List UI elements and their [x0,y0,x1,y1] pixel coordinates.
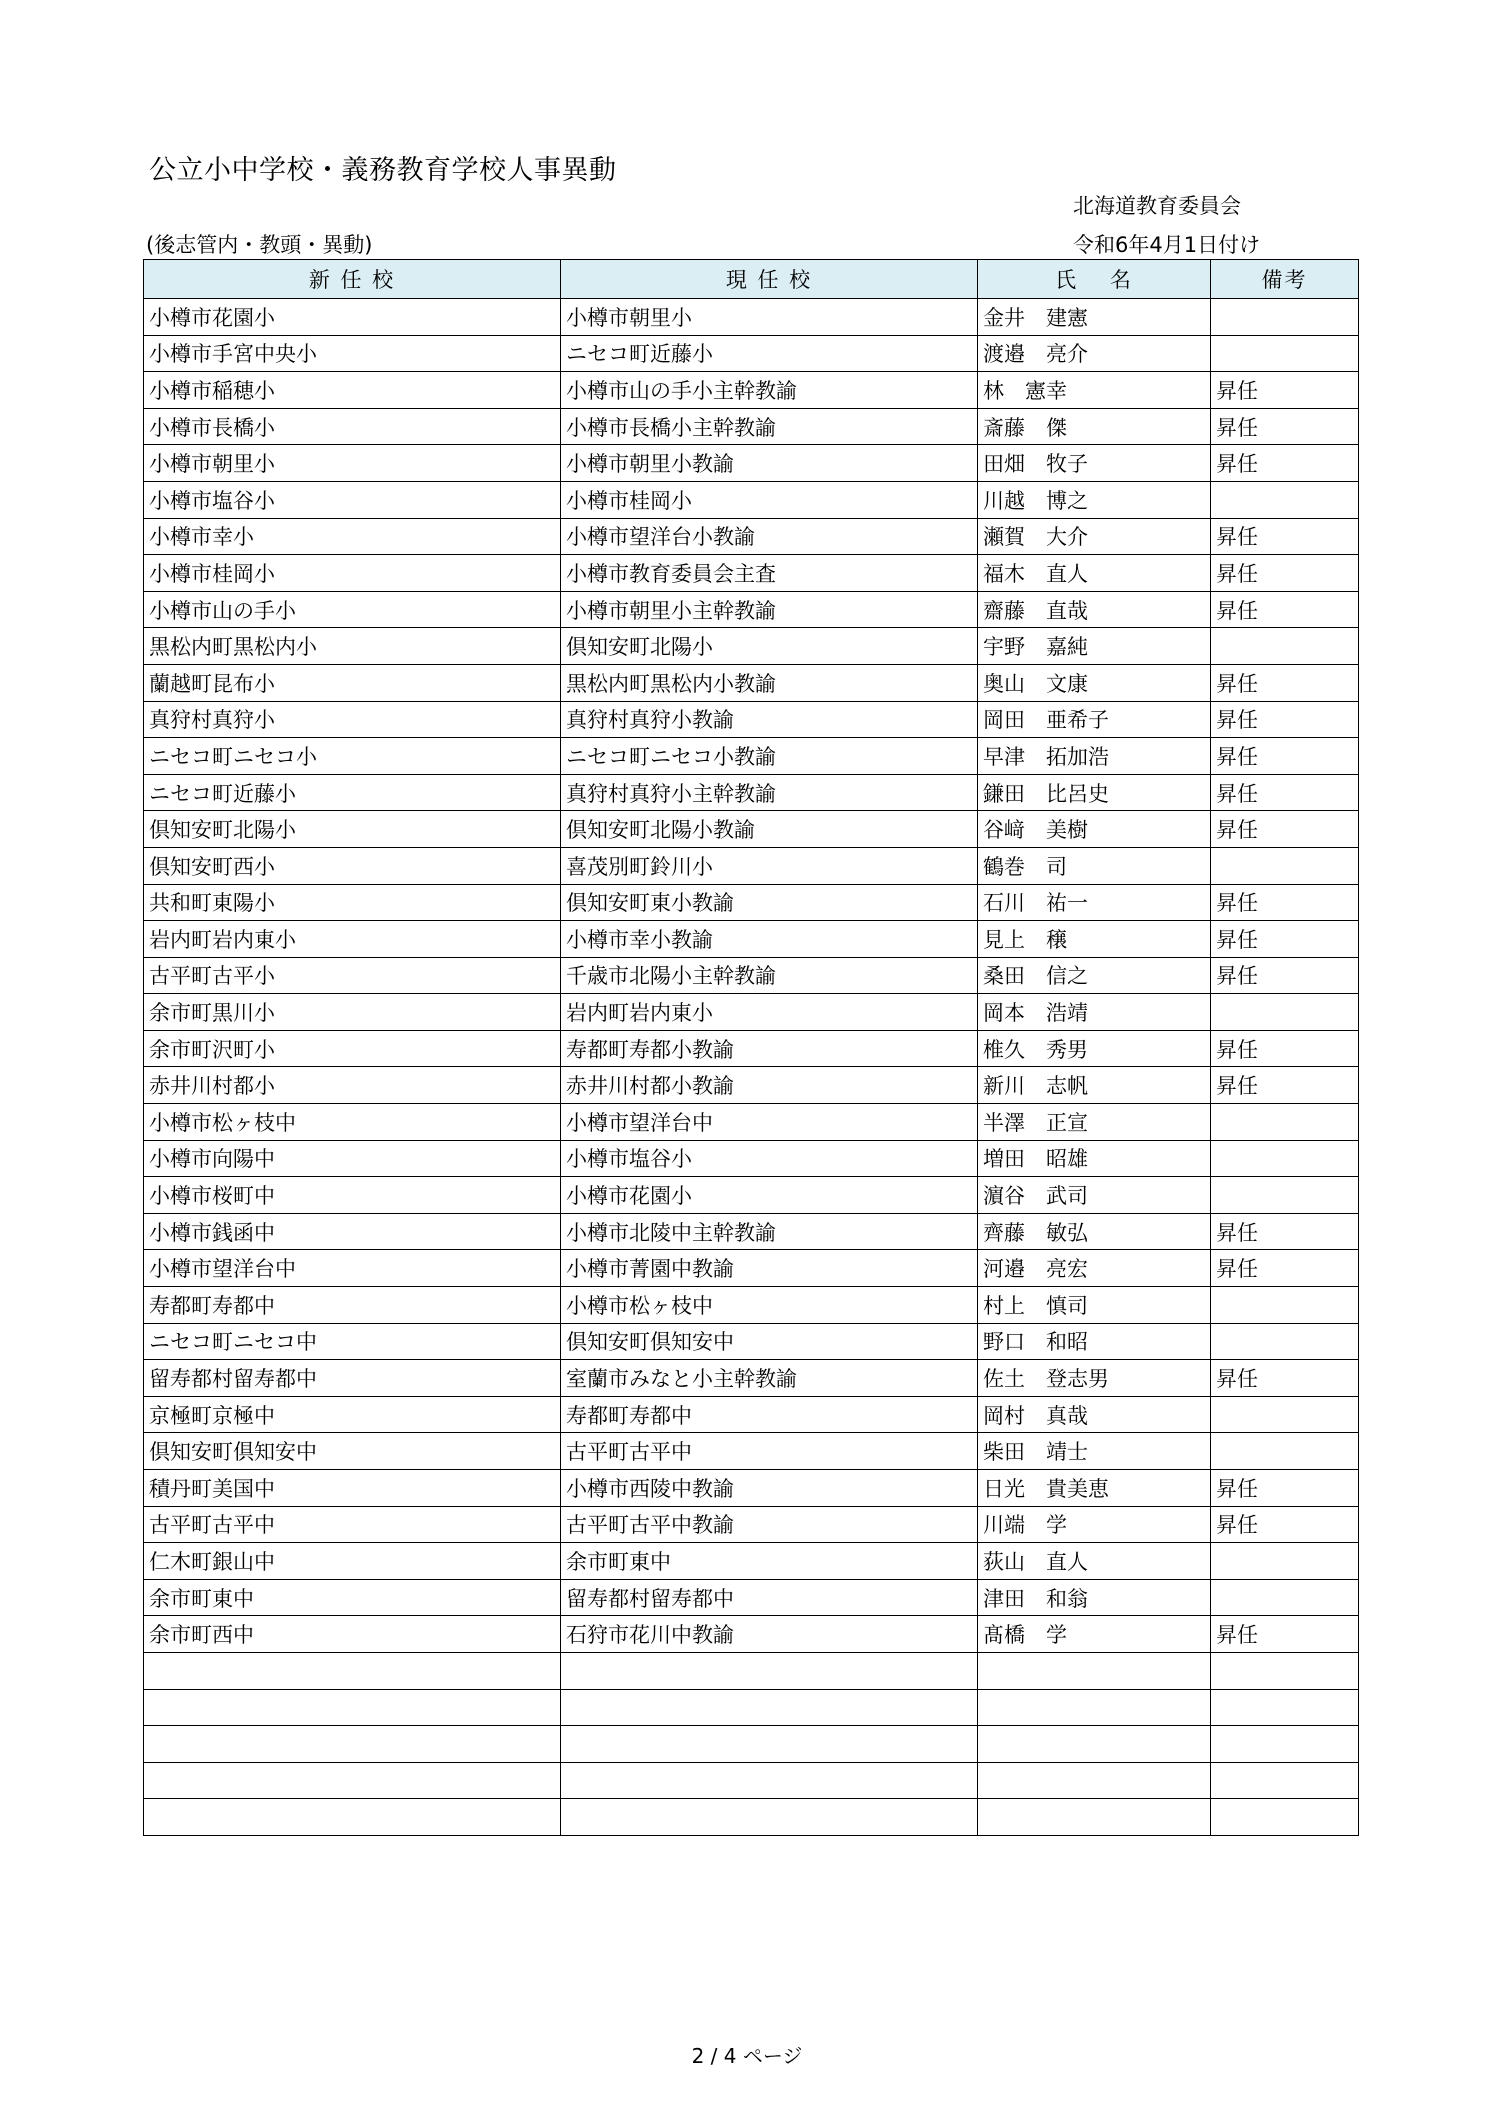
name-cell: 早津 拓加浩 [978,738,1211,775]
remarks-cell: 昇任 [1211,1250,1359,1287]
table-row [144,1652,1359,1689]
new-school-cell [144,1799,561,1836]
table-row [144,591,1359,628]
table-row [144,921,1359,958]
current-school-cell [561,1726,978,1763]
current-school-cell: 小樽市西陵中教諭 [561,1470,978,1507]
name-cell: 鎌田 比呂史 [978,774,1211,811]
remarks-cell: 昇任 [1211,445,1359,482]
new-school-cell: 小樽市銭函中 [144,1213,561,1250]
new-school-cell: ニセコ町ニセコ小 [144,738,561,775]
remarks-cell: 昇任 [1211,701,1359,738]
new-school-cell: 仁木町銀山中 [144,1543,561,1580]
header-new-school: 新 任 校 [144,260,561,299]
table-row [144,738,1359,775]
header-remarks: 備考 [1211,260,1359,299]
remarks-cell [1211,1104,1359,1141]
new-school-cell: 小樽市向陽中 [144,1140,561,1177]
table-row [144,664,1359,701]
name-cell: 椎久 秀男 [978,1030,1211,1067]
current-school-cell: 真狩村真狩小教諭 [561,701,978,738]
name-cell: 日光 貴美恵 [978,1470,1211,1507]
current-school-cell: 小樽市幸小教諭 [561,921,978,958]
remarks-cell: 昇任 [1211,1616,1359,1653]
personnel-table [143,259,1359,1836]
name-cell [978,1799,1211,1836]
remarks-cell: 昇任 [1211,591,1359,628]
name-cell: 半澤 正宣 [978,1104,1211,1141]
name-cell: 岡村 真哉 [978,1396,1211,1433]
current-school-cell: 小樽市塩谷小 [561,1140,978,1177]
remarks-cell: 昇任 [1211,1067,1359,1104]
table-row [144,994,1359,1031]
current-school-cell: 倶知安町北陽小 [561,628,978,665]
new-school-cell: 留寿都村留寿都中 [144,1360,561,1397]
new-school-cell: 倶知安町西小 [144,847,561,884]
name-cell: 齋藤 直哉 [978,591,1211,628]
new-school-cell: 余市町東中 [144,1579,561,1616]
effective-date: 令和6年4月1日付け [1073,233,1261,257]
remarks-cell [1211,994,1359,1031]
current-school-cell: 小樽市北陵中主幹教諭 [561,1213,978,1250]
new-school-cell: 小樽市手宮中央小 [144,335,561,372]
name-cell: 岡田 亜希子 [978,701,1211,738]
table-row [144,1360,1359,1397]
remarks-cell: 昇任 [1211,664,1359,701]
name-cell: 津田 和翁 [978,1579,1211,1616]
name-cell: 見上 穣 [978,921,1211,958]
remarks-cell: 昇任 [1211,957,1359,994]
table-row [144,372,1359,409]
table-row [144,1250,1359,1287]
table-row [144,1104,1359,1141]
table-row [144,1689,1359,1726]
name-cell: 荻山 直人 [978,1543,1211,1580]
new-school-cell: 京極町京極中 [144,1396,561,1433]
current-school-cell: 小樽市教育委員会主査 [561,555,978,592]
new-school-cell: 小樽市山の手小 [144,591,561,628]
current-school-cell: ニセコ町近藤小 [561,335,978,372]
current-school-cell: 黒松内町黒松内小教諭 [561,664,978,701]
table-row [144,1287,1359,1324]
table-row [144,1616,1359,1653]
table-row [144,1323,1359,1360]
new-school-cell: 小樽市塩谷小 [144,481,561,518]
remarks-cell [1211,1652,1359,1689]
remarks-cell [1211,1762,1359,1799]
current-school-cell: 小樽市朝里小教諭 [561,445,978,482]
new-school-cell: 余市町西中 [144,1616,561,1653]
current-school-cell: 小樽市長橋小主幹教諭 [561,408,978,445]
current-school-cell: 石狩市花川中教諭 [561,1616,978,1653]
remarks-cell [1211,335,1359,372]
issuer: 北海道教育委員会 [1073,194,1241,218]
table-row [144,957,1359,994]
remarks-cell: 昇任 [1211,555,1359,592]
name-cell: 渡邉 亮介 [978,335,1211,372]
remarks-cell: 昇任 [1211,1506,1359,1543]
new-school-cell: 余市町黒川小 [144,994,561,1031]
name-cell: 濵谷 武司 [978,1177,1211,1214]
current-school-cell: ニセコ町ニセコ小教諭 [561,738,978,775]
current-school-cell: 室蘭市みなと小主幹教諭 [561,1360,978,1397]
remarks-cell [1211,1140,1359,1177]
table-header-row [144,260,1359,299]
name-cell: 宇野 嘉純 [978,628,1211,665]
name-cell [978,1652,1211,1689]
new-school-cell: 積丹町美国中 [144,1470,561,1507]
new-school-cell: 小樽市桂岡小 [144,555,561,592]
current-school-cell: 小樽市菁園中教諭 [561,1250,978,1287]
remarks-cell [1211,1689,1359,1726]
remarks-cell: 昇任 [1211,921,1359,958]
new-school-cell: 小樽市桜町中 [144,1177,561,1214]
table-row [144,1396,1359,1433]
name-cell: 増田 昭雄 [978,1140,1211,1177]
table-row [144,518,1359,555]
new-school-cell [144,1726,561,1763]
new-school-cell: 小樽市長橋小 [144,408,561,445]
new-school-cell: 小樽市松ヶ枝中 [144,1104,561,1141]
table-row [144,408,1359,445]
new-school-cell: 古平町古平小 [144,957,561,994]
current-school-cell: 小樽市望洋台中 [561,1104,978,1141]
name-cell: 田畑 牧子 [978,445,1211,482]
header-name: 氏 名 [978,260,1211,299]
current-school-cell: 倶知安町倶知安中 [561,1323,978,1360]
name-cell: 鶴巻 司 [978,847,1211,884]
remarks-cell [1211,299,1359,336]
remarks-cell: 昇任 [1211,1360,1359,1397]
remarks-cell: 昇任 [1211,408,1359,445]
current-school-cell: 倶知安町東小教諭 [561,884,978,921]
name-cell: 柴田 靖士 [978,1433,1211,1470]
new-school-cell [144,1762,561,1799]
remarks-cell [1211,1323,1359,1360]
remarks-cell [1211,847,1359,884]
remarks-cell: 昇任 [1211,884,1359,921]
table-row [144,1433,1359,1470]
remarks-cell [1211,1799,1359,1836]
name-cell: 石川 祐一 [978,884,1211,921]
new-school-cell: 蘭越町昆布小 [144,664,561,701]
table-row [144,1762,1359,1799]
current-school-cell: 小樽市朝里小主幹教諭 [561,591,978,628]
remarks-cell: 昇任 [1211,811,1359,848]
current-school-cell: 小樽市桂岡小 [561,481,978,518]
name-cell: 奥山 文康 [978,664,1211,701]
new-school-cell [144,1652,561,1689]
current-school-cell: 喜茂別町鈴川小 [561,847,978,884]
table-row [144,1543,1359,1580]
current-school-cell: 小樽市山の手小主幹教諭 [561,372,978,409]
table-row [144,1213,1359,1250]
table-row [144,1177,1359,1214]
current-school-cell [561,1689,978,1726]
remarks-cell: 昇任 [1211,1470,1359,1507]
current-school-cell: 古平町古平中教諭 [561,1506,978,1543]
table-row [144,1030,1359,1067]
current-school-cell: 小樽市松ヶ枝中 [561,1287,978,1324]
current-school-cell: 赤井川村都小教諭 [561,1067,978,1104]
current-school-cell: 岩内町岩内東小 [561,994,978,1031]
remarks-cell [1211,1287,1359,1324]
remarks-cell: 昇任 [1211,518,1359,555]
remarks-cell [1211,481,1359,518]
name-cell: 川端 学 [978,1506,1211,1543]
table-row [144,335,1359,372]
table-row [144,1726,1359,1763]
remarks-cell [1211,628,1359,665]
new-school-cell: 倶知安町北陽小 [144,811,561,848]
new-school-cell: 小樽市幸小 [144,518,561,555]
new-school-cell: 余市町沢町小 [144,1030,561,1067]
current-school-cell: 倶知安町北陽小教諭 [561,811,978,848]
current-school-cell: 寿都町寿都中 [561,1396,978,1433]
current-school-cell: 留寿都村留寿都中 [561,1579,978,1616]
new-school-cell: 共和町東陽小 [144,884,561,921]
new-school-cell [144,1689,561,1726]
table-row [144,445,1359,482]
current-school-cell: 小樽市花園小 [561,1177,978,1214]
new-school-cell: 倶知安町倶知安中 [144,1433,561,1470]
table-row [144,1579,1359,1616]
new-school-cell: 真狩村真狩小 [144,701,561,738]
remarks-cell [1211,1177,1359,1214]
remarks-cell: 昇任 [1211,774,1359,811]
name-cell [978,1689,1211,1726]
name-cell: 福木 直人 [978,555,1211,592]
name-cell: 桑田 信之 [978,957,1211,994]
new-school-cell: ニセコ町ニセコ中 [144,1323,561,1360]
name-cell: 佐土 登志男 [978,1360,1211,1397]
document-title: 公立小中学校・義務教育学校人事異動 [149,155,617,186]
remarks-cell [1211,1726,1359,1763]
table-body [144,299,1359,1836]
remarks-cell: 昇任 [1211,372,1359,409]
current-school-cell: 古平町古平中 [561,1433,978,1470]
table-row [144,555,1359,592]
name-cell [978,1762,1211,1799]
name-cell: 新川 志帆 [978,1067,1211,1104]
remarks-cell [1211,1396,1359,1433]
new-school-cell: 小樽市花園小 [144,299,561,336]
current-school-cell: 小樽市朝里小 [561,299,978,336]
new-school-cell: 古平町古平中 [144,1506,561,1543]
name-cell: 林 憲幸 [978,372,1211,409]
section-subtitle: (後志管内・教頭・異動) [146,233,373,257]
current-school-cell: 余市町東中 [561,1543,978,1580]
table-row [144,701,1359,738]
name-cell: 齊藤 敏弘 [978,1213,1211,1250]
table-row [144,299,1359,336]
table-row [144,1799,1359,1836]
new-school-cell: ニセコ町近藤小 [144,774,561,811]
name-cell: 谷﨑 美樹 [978,811,1211,848]
table-row [144,1140,1359,1177]
table-row [144,774,1359,811]
new-school-cell: 赤井川村都小 [144,1067,561,1104]
table-row [144,1067,1359,1104]
name-cell: 野口 和昭 [978,1323,1211,1360]
new-school-cell: 岩内町岩内東小 [144,921,561,958]
current-school-cell [561,1799,978,1836]
current-school-cell: 千歳市北陽小主幹教諭 [561,957,978,994]
new-school-cell: 小樽市稲穂小 [144,372,561,409]
table-row [144,628,1359,665]
remarks-cell [1211,1543,1359,1580]
name-cell: 河邉 亮宏 [978,1250,1211,1287]
new-school-cell: 小樽市望洋台中 [144,1250,561,1287]
current-school-cell: 寿都町寿都小教諭 [561,1030,978,1067]
name-cell: 瀬賀 大介 [978,518,1211,555]
header-current-school: 現 任 校 [561,260,978,299]
table-row [144,884,1359,921]
remarks-cell [1211,1579,1359,1616]
name-cell: 岡本 浩靖 [978,994,1211,1031]
current-school-cell: 真狩村真狩小主幹教諭 [561,774,978,811]
current-school-cell [561,1762,978,1799]
table-row [144,811,1359,848]
remarks-cell: 昇任 [1211,1030,1359,1067]
name-cell: 金井 建憲 [978,299,1211,336]
remarks-cell [1211,1433,1359,1470]
current-school-cell [561,1652,978,1689]
new-school-cell: 黒松内町黒松内小 [144,628,561,665]
page-number: 2 / 4 ページ [691,2044,803,2068]
remarks-cell: 昇任 [1211,1213,1359,1250]
new-school-cell: 小樽市朝里小 [144,445,561,482]
name-cell: 村上 慎司 [978,1287,1211,1324]
current-school-cell: 小樽市望洋台小教諭 [561,518,978,555]
table-row [144,1470,1359,1507]
table-row [144,847,1359,884]
table-row [144,481,1359,518]
name-cell: 髙橋 学 [978,1616,1211,1653]
name-cell: 斎藤 傑 [978,408,1211,445]
table-row [144,1506,1359,1543]
new-school-cell: 寿都町寿都中 [144,1287,561,1324]
name-cell [978,1726,1211,1763]
name-cell: 川越 博之 [978,481,1211,518]
remarks-cell: 昇任 [1211,738,1359,775]
